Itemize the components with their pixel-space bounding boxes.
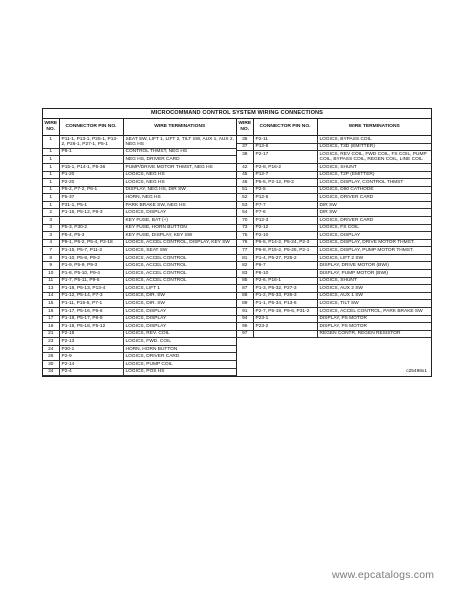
wire-number-cell: 11 bbox=[43, 277, 59, 285]
table-row bbox=[237, 300, 431, 308]
table-row bbox=[237, 292, 431, 300]
wire-number-cell: 18 bbox=[43, 323, 59, 331]
wire-number-cell: 97 bbox=[237, 330, 253, 338]
right-table-column bbox=[237, 119, 431, 376]
wire-termination-cell: LOGICS, PUMP COIL bbox=[123, 360, 236, 368]
table-row bbox=[43, 323, 236, 331]
wire-termination-cell: LOGICS, T2P (EMITTER) bbox=[317, 171, 431, 179]
wire-number-cell: 1 bbox=[43, 194, 59, 202]
connector-pin-cell: P2-4 bbox=[59, 368, 123, 376]
wire-termination-cell: LOGICS, DISPLAY bbox=[123, 315, 236, 323]
table-row bbox=[43, 262, 236, 270]
table-row bbox=[237, 194, 431, 202]
wire-termination-cell: LOGICS, BYPASS COIL bbox=[317, 136, 431, 144]
wire-number-cell: 8 bbox=[43, 254, 59, 262]
connector-pin-cell: P1-7, P5-11, P9-5 bbox=[59, 277, 123, 285]
wire-termination-cell: LOGICS, REV COIL, FWD COIL, FS COIL, PUMP COIL, BYPASS COIL, REGEN COIL, LINE COIL bbox=[317, 151, 431, 164]
wire-number-cell: 14 bbox=[43, 292, 59, 300]
connector-pin-cell: P30-1 bbox=[59, 345, 123, 353]
wire-termination-cell: LOGICS, FWD. COIL bbox=[123, 338, 236, 346]
wire-termination-cell: LOGICS, SEAT SW bbox=[123, 247, 236, 255]
wire-termination-cell: LOGICS, ACCEL CONTROL bbox=[123, 262, 236, 270]
wire-termination-cell: LOGICS, NEG HS bbox=[123, 171, 236, 179]
table-row bbox=[43, 307, 236, 315]
table-row bbox=[237, 224, 431, 232]
table-row bbox=[43, 209, 236, 217]
connector-pin-cell: P12-5 bbox=[253, 194, 317, 202]
table-row bbox=[43, 360, 236, 368]
table-row bbox=[237, 163, 431, 171]
connector-pin-cell: P2-14 bbox=[59, 360, 123, 368]
table-row bbox=[43, 163, 236, 171]
connector-pin-cell: P1-19, P5-18, P5-12 bbox=[59, 323, 123, 331]
table-row bbox=[237, 330, 431, 338]
table-row bbox=[43, 201, 236, 209]
table-row bbox=[43, 224, 236, 232]
header-wire-no: WIRE NO. bbox=[237, 119, 253, 136]
wire-number-cell: 1 bbox=[43, 163, 59, 171]
wire-number-cell: 9 bbox=[43, 262, 59, 270]
wire-number-cell: 4 bbox=[43, 239, 59, 247]
connector-pin-cell: P2-15 bbox=[59, 330, 123, 338]
wire-termination-cell: LOGICS, NEG HS bbox=[123, 179, 236, 187]
table-row bbox=[237, 232, 431, 240]
wire-number-cell: 81 bbox=[237, 254, 253, 262]
wire-number-cell: 76 bbox=[237, 239, 253, 247]
table-row bbox=[43, 338, 236, 346]
wire-number-cell: 85 bbox=[237, 277, 253, 285]
connector-pin-cell: P2-6, P16-1 bbox=[253, 277, 317, 285]
table-row bbox=[43, 254, 236, 262]
table-row bbox=[237, 209, 431, 217]
table-row bbox=[237, 239, 431, 247]
table-row bbox=[43, 285, 236, 293]
wire-termination-cell: SEAT SW, LIFT 1, LIFT 2, TILT SW, AUX 1, AUX 2, NEG HS bbox=[123, 136, 236, 149]
wire-termination-cell: LOGICS, ACCEL CONTROL bbox=[123, 270, 236, 278]
wire-number-cell: 38 bbox=[237, 151, 253, 164]
connector-pin-cell: P1-18, P5-17, P6-9 bbox=[59, 315, 123, 323]
watermark: www.epcatalogs.com bbox=[332, 569, 435, 581]
wire-termination-cell: LOGICS, ACCEL CONTROL bbox=[123, 277, 236, 285]
wire-number-cell: 73 bbox=[237, 224, 253, 232]
wire-termination-cell: LOGICS, SHUNT bbox=[317, 163, 431, 171]
wire-number-cell: 7 bbox=[43, 247, 59, 255]
table-row bbox=[237, 171, 431, 179]
table-row bbox=[43, 136, 236, 149]
table-row bbox=[43, 315, 236, 323]
table-row bbox=[43, 148, 236, 156]
connector-pin-cell: P6-10 bbox=[253, 270, 317, 278]
wire-termination-cell: LOGICS, ACCEL CONTROL bbox=[123, 254, 236, 262]
wire-number-cell: 91 bbox=[237, 307, 253, 315]
table-row bbox=[237, 136, 431, 144]
connector-pin-cell: P1-1, P5-34, P13-6 bbox=[253, 300, 317, 308]
connector-pin-cell: P11-1, P13-1, P25-1, P13-2, P26-1, P27-1, P5-1 bbox=[59, 136, 123, 149]
connector-pin-cell: P1-12, P5-14, P7-3 bbox=[59, 292, 123, 300]
table-row bbox=[43, 368, 236, 376]
header-wire-no: WIRE NO. bbox=[43, 119, 59, 136]
connector-pin-cell: P2-20 bbox=[59, 179, 123, 187]
connector-pin-cell: P2-17 bbox=[253, 151, 317, 164]
table-row bbox=[43, 345, 236, 353]
wire-number-cell: 3 bbox=[43, 216, 59, 224]
wire-termination-cell: LOGICS, DRIVER CARD bbox=[317, 194, 431, 202]
wire-termination-cell: LOGICS, FS COIL bbox=[317, 224, 431, 232]
table-row bbox=[43, 300, 236, 308]
connector-pin-cell: P7-6 bbox=[253, 209, 317, 217]
wire-termination-cell: KEY FUSE, BAT (+) bbox=[123, 216, 236, 224]
table-row bbox=[43, 292, 236, 300]
wire-termination-cell: LOGICS, AUX 2 SW bbox=[317, 285, 431, 293]
connector-pin-cell: P9-1, P6-2, P5-4, P2-18 bbox=[59, 239, 123, 247]
wire-termination-cell: CONTROL THMST, NEG HS bbox=[123, 148, 236, 156]
table-row bbox=[237, 323, 431, 331]
wire-number-cell: 24 bbox=[43, 345, 59, 353]
wire-number-cell: 26 bbox=[43, 353, 59, 361]
connector-pin-cell: P8-1 bbox=[59, 148, 123, 156]
wire-number-cell: 1 bbox=[43, 179, 59, 187]
table-row bbox=[43, 186, 236, 194]
connector-pin-cell: P7-7 bbox=[253, 201, 317, 209]
connector-pin-cell: P2-8, P16-2 bbox=[253, 163, 317, 171]
connector-pin-cell: P5-2, P7-2, P6-1 bbox=[59, 186, 123, 194]
wire-termination-cell: NEG HS, DRIVER CARD bbox=[123, 156, 236, 164]
wire-termination-cell: LOGICS, DISPLAY bbox=[123, 209, 236, 217]
wire-termination-cell: LOGICS, AUX 1 SW bbox=[317, 292, 431, 300]
wire-termination-cell: PARK BRAKE SW, NEG HS bbox=[123, 201, 236, 209]
connector-pin-cell: P1-15, P5-7, P11-2 bbox=[59, 247, 123, 255]
right-table-body bbox=[237, 136, 431, 360]
connector-pin-cell bbox=[253, 330, 317, 338]
wire-number-cell: 87 bbox=[237, 285, 253, 293]
connector-pin-cell: P1-10, P5-8, P9-2 bbox=[59, 254, 123, 262]
left-wiring-table bbox=[43, 119, 236, 376]
connector-pin-cell: P2-12 bbox=[253, 224, 317, 232]
connector-pin-cell: P15-1, P14-1, P5-36 bbox=[59, 163, 123, 171]
wire-number-cell: 37 bbox=[237, 143, 253, 151]
wire-number-cell: 35 bbox=[237, 136, 253, 144]
wire-number-cell: 1 bbox=[43, 148, 59, 156]
wire-number-cell: 1 bbox=[43, 136, 59, 149]
wire-termination-cell: LOGICS, DRIVER CARD bbox=[123, 353, 236, 361]
connector-pin-cell: P1-8, P5-10, P9-4 bbox=[59, 270, 123, 278]
wire-number-cell: 75 bbox=[237, 232, 253, 240]
table-row bbox=[43, 277, 236, 285]
wire-termination-cell: LOGICS, T3D (EMITTER) bbox=[317, 143, 431, 151]
spacer-cell bbox=[237, 338, 431, 360]
wire-number-cell: 3 bbox=[43, 224, 59, 232]
wire-termination-cell: DISPLAY, PUMP MOTOR (BWI) bbox=[317, 270, 431, 278]
table-row bbox=[237, 151, 431, 164]
connector-pin-cell: P2-11 bbox=[253, 136, 317, 144]
wire-number-cell: 70 bbox=[237, 216, 253, 224]
table-row bbox=[237, 216, 431, 224]
wire-termination-cell: LOGICS, LIFT 1 bbox=[123, 285, 236, 293]
connector-pin-cell: P12-6 bbox=[253, 143, 317, 151]
wire-number-cell: 53 bbox=[237, 201, 253, 209]
connector-pin-cell: P12-3 bbox=[253, 216, 317, 224]
wire-termination-cell: DISPLAY, DRIVE MOTOR (BWI) bbox=[317, 262, 431, 270]
table-row bbox=[43, 232, 236, 240]
wire-termination-cell: LOGICS, D50 CATHODE bbox=[317, 186, 431, 194]
right-wiring-table bbox=[237, 119, 431, 360]
connector-pin-cell: P2-9 bbox=[59, 353, 123, 361]
wire-termination-cell: LOGICS, DISPLAY bbox=[123, 307, 236, 315]
wire-number-cell: 21 bbox=[43, 330, 59, 338]
wire-number-cell: 54 bbox=[237, 209, 253, 217]
wire-termination-cell: LOGICS, DIR. SW bbox=[123, 300, 236, 308]
wire-number-cell: 45 bbox=[237, 171, 253, 179]
wire-number-cell: 77 bbox=[237, 247, 253, 255]
header-wire-terminations: WIRE TERMINATIONS bbox=[123, 119, 236, 136]
wire-termination-cell: LOGICS, DISPLAY, PUMP MOTOR THMST. bbox=[317, 247, 431, 255]
wire-termination-cell: KEY FUSE, DISPLAY, KEY SW bbox=[123, 232, 236, 240]
table-row bbox=[43, 171, 236, 179]
wire-termination-cell: LOGICS, ACCEL CONTROL, DISPLAY, KEY SW bbox=[123, 239, 236, 247]
wiring-table-document bbox=[42, 108, 432, 377]
wire-number-cell: 89 bbox=[237, 300, 253, 308]
wire-termination-cell: LOGICS, REV. COIL bbox=[123, 330, 236, 338]
connector-pin-cell: P2-5 bbox=[253, 186, 317, 194]
wire-number-cell: 88 bbox=[237, 292, 253, 300]
connector-pin-cell: P1-9, P5-9, P9-3 bbox=[59, 262, 123, 270]
wire-termination-cell: LOGICS, DISPLAY, DRIVE MOTOR THMST. bbox=[317, 239, 431, 247]
table-row bbox=[43, 330, 236, 338]
wire-termination-cell: LOGICS, SHUNT bbox=[317, 277, 431, 285]
wire-number-cell: 34 bbox=[43, 368, 59, 376]
wire-termination-cell: REGEN CONTR, REGEN RESISTOR bbox=[317, 330, 431, 338]
table-row bbox=[43, 179, 236, 187]
connector-pin-cell: P6-5, P14-2, P5-24, P2-3 bbox=[253, 239, 317, 247]
table-row bbox=[237, 247, 431, 255]
connector-pin-cell: P5-5, P2-12, P8-2 bbox=[253, 179, 317, 187]
wire-termination-cell: LOGICS, DISPLAY bbox=[317, 232, 431, 240]
wire-termination-cell: DIR SW bbox=[317, 201, 431, 209]
wire-termination-cell: LOGICS, DISPLAY, CONTROL THMST bbox=[317, 179, 431, 187]
wire-number-cell: 82 bbox=[237, 262, 253, 270]
table-title: MICROCOMMAND CONTROL SYSTEM WIRING CONNECTIONS bbox=[43, 109, 431, 119]
table-row bbox=[237, 277, 431, 285]
connector-pin-cell: P2-7, P5-19, P9-6, P31-2 bbox=[253, 307, 317, 315]
table-row bbox=[43, 194, 236, 202]
connector-pin-cell: P1-16, P5-12, P6-3 bbox=[59, 209, 123, 217]
header-connector-pin: CONNECTOR PIN NO. bbox=[59, 119, 123, 136]
wire-number-cell: 16 bbox=[43, 307, 59, 315]
wire-termination-cell: LOGICS, POS HS bbox=[123, 368, 236, 376]
table-row bbox=[237, 307, 431, 315]
connector-pin-cell: P2-13 bbox=[59, 338, 123, 346]
table-row bbox=[237, 179, 431, 187]
connector-pin-cell: P23-2 bbox=[253, 323, 317, 331]
wire-termination-cell: LOGICS, ACCEL CONTROL, PARK BRAKE SW bbox=[317, 307, 431, 315]
table-row bbox=[237, 186, 431, 194]
table-row bbox=[43, 353, 236, 361]
connector-pin-cell: P5-3, P30-2 bbox=[59, 224, 123, 232]
table-row bbox=[237, 262, 431, 270]
connector-pin-cell: P6-7 bbox=[253, 262, 317, 270]
wire-number-cell: 1 bbox=[43, 156, 59, 164]
left-table-column bbox=[43, 119, 237, 376]
table-row bbox=[237, 315, 431, 323]
spacer-row bbox=[237, 338, 431, 360]
table-row bbox=[43, 239, 236, 247]
wire-number-cell: 95 bbox=[237, 323, 253, 331]
table-row bbox=[237, 270, 431, 278]
connector-pin-cell: P1-20 bbox=[59, 171, 123, 179]
wire-termination-cell: LOGICS, DISPLAY bbox=[123, 323, 236, 331]
connector-pin-cell: P1-17, P5-16, P6-6 bbox=[59, 307, 123, 315]
connector-pin-cell: P1-11, P15-5, P7-1 bbox=[59, 300, 123, 308]
table-row bbox=[237, 201, 431, 209]
wire-number-cell: 94 bbox=[237, 315, 253, 323]
wire-termination-cell: DIR SW bbox=[317, 209, 431, 217]
connector-pin-cell: P6-4, P5-3 bbox=[59, 232, 123, 240]
connector-pin-cell: P6-8, P15-2, P5-25, P2-1 bbox=[253, 247, 317, 255]
connector-pin-cell bbox=[59, 156, 123, 164]
table-row bbox=[43, 270, 236, 278]
connector-pin-cell: P12-7 bbox=[253, 171, 317, 179]
table-row bbox=[43, 216, 236, 224]
wire-number-cell: 15 bbox=[43, 300, 59, 308]
wire-number-cell: 1 bbox=[43, 171, 59, 179]
wire-termination-cell: LOGICS, DRIVER CARD bbox=[317, 216, 431, 224]
wire-number-cell: 42 bbox=[237, 163, 253, 171]
left-table-body bbox=[43, 136, 236, 376]
wire-termination-cell: KEY FUSE, HORN BUTTON bbox=[123, 224, 236, 232]
wire-number-cell: 2 bbox=[43, 209, 59, 217]
wire-number-cell: 83 bbox=[237, 270, 253, 278]
connector-pin-cell: P5-37 bbox=[59, 194, 123, 202]
wire-number-cell: 13 bbox=[43, 285, 59, 293]
table-row bbox=[43, 247, 236, 255]
wire-termination-cell: DISPLAY, PS MOTOR bbox=[317, 315, 431, 323]
connector-pin-cell: P1-3, P5-32, P27-3 bbox=[253, 285, 317, 293]
connector-pin-cell: P1-2, P5-33, P26-3 bbox=[253, 292, 317, 300]
connector-pin-cell: P31-1, P5-1 bbox=[59, 201, 123, 209]
table-row bbox=[237, 143, 431, 151]
wire-number-cell: 3 bbox=[43, 232, 59, 240]
table-row bbox=[237, 285, 431, 293]
figure-id: c25498x1 bbox=[406, 369, 427, 375]
wire-termination-cell: DISPLAY, NEG HS, DIR SW bbox=[123, 186, 236, 194]
wire-termination-cell: DISPLAY, PS MOTOR bbox=[317, 323, 431, 331]
connector-pin-cell: P1-4, P5-27, P25-2 bbox=[253, 254, 317, 262]
wire-number-cell: 51 bbox=[237, 186, 253, 194]
header-connector-pin: CONNECTOR PIN NO. bbox=[253, 119, 317, 136]
wire-termination-cell: HORN, NEG HS bbox=[123, 194, 236, 202]
wire-number-cell: 52 bbox=[237, 194, 253, 202]
wire-number-cell: 46 bbox=[237, 179, 253, 187]
connector-pin-cell: P23-1 bbox=[253, 315, 317, 323]
wire-termination-cell: LOGICS, LIFT 2 SW bbox=[317, 254, 431, 262]
wire-termination-cell: HORN, HORN BUTTON bbox=[123, 345, 236, 353]
wire-number-cell: 30 bbox=[43, 360, 59, 368]
connector-pin-cell bbox=[59, 216, 123, 224]
wire-termination-cell: LOGICS, TILT SW bbox=[317, 300, 431, 308]
wire-number-cell: 23 bbox=[43, 338, 59, 346]
wire-termination-cell: LOGICS, DIR. SW bbox=[123, 292, 236, 300]
table-row bbox=[43, 156, 236, 164]
connector-pin-cell: P2-10 bbox=[253, 232, 317, 240]
wire-termination-cell: PUMP/DRIVE MOTOR THMST, NEG HS bbox=[123, 163, 236, 171]
connector-pin-cell: P1-18, P5-13, P13-4 bbox=[59, 285, 123, 293]
wire-number-cell: 10 bbox=[43, 270, 59, 278]
table-row bbox=[237, 254, 431, 262]
wire-number-cell: 17 bbox=[43, 315, 59, 323]
wire-number-cell: 1 bbox=[43, 201, 59, 209]
header-wire-terminations: WIRE TERMINATIONS bbox=[317, 119, 431, 136]
wire-number-cell: 1 bbox=[43, 186, 59, 194]
